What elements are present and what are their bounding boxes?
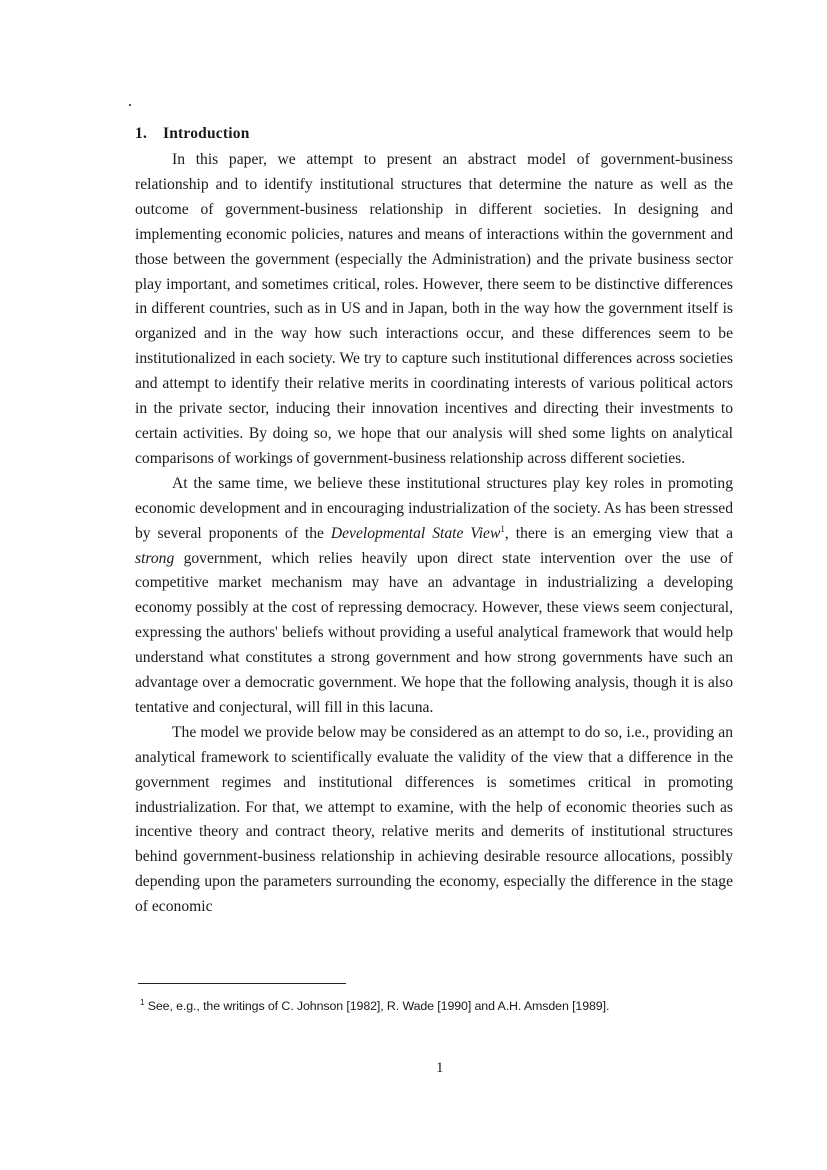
section-heading bbox=[135, 125, 250, 143]
paragraph-2-part-c: government, which relies heavily upon direct state intervention over the use of competitive market mechanism may have an advantage in industrializing a developing economy possibly at the cost of repressing democracy. However, these views seem conjectural, expressing the authors' beliefs without providing a useful analytical framework that would help understand what constitutes a strong government and how strong governments have such an advantage over a democratic government. We hope that the following analysis, though it is also tentative and conjectural, will fill in this lacuna. bbox=[135, 549, 733, 716]
paragraph-1: In this paper, we attempt to present an abstract model of government-business relationship and to identify institutional structures that determine the nature as well as the outcome of government-business relationship in different societies. In designing and implementing economic policies, natures and means of interactions within the government and those between the government (especially the Administration) and the private business sector play important, and sometimes critical, roles. However, there seem to be distinctive differences in different countries, such as in US and in Japan, both in the way how the government itself is organized and in the way how such interactions occur, and these differences seem to be institutionalized in each society. We try to capture such institutional differences across societies and attempt to identify their relative merits in coordinating interests of various political actors in the private sector, inducing their innovation incentives and directing their investments to certain activities. By doing so, we hope that our analysis will shed some lights on analytical comparisons of workings of government-business relationship across different societies. bbox=[135, 151, 733, 467]
footnote-mark: 1 bbox=[140, 997, 145, 1007]
scan-speck bbox=[129, 104, 131, 106]
footnote-reference: 1 bbox=[500, 523, 505, 534]
paragraph-2 bbox=[135, 472, 733, 721]
paragraph-2-part-a: At the same time, we believe these institutional structures play key roles in promoting economic development and in encouraging industrialization of the society. As has been stressed by several proponents of the bbox=[135, 474, 733, 542]
section-title: Introduction bbox=[163, 125, 250, 142]
strong-term: strong bbox=[135, 549, 175, 567]
developmental-state-view-term: Developmental State View bbox=[330, 524, 501, 542]
footnote bbox=[140, 999, 609, 1013]
footnote-divider bbox=[138, 983, 346, 984]
paragraph-3: The model we provide below may be considered as an attempt to do so, i.e., providing an analytical framework to scientifically evaluate the validity of the view that a difference in the government regimes and institutional differences is sometimes critical in promoting industrialization. For that, we attempt to examine, with the help of economic theories such as incentive theory and contract theory, relative merits and demerits of institutional structures behind government-business relationship in achieving desirable resource allocations, possibly depending upon the parameters surrounding the economy, especially the difference in the stage of economic bbox=[135, 723, 733, 916]
paragraph-2-part-b: , there is an emerging view that a bbox=[504, 524, 733, 542]
section-number: 1. bbox=[135, 125, 148, 142]
page-number: 1 bbox=[436, 1060, 444, 1076]
footnote-text: See, e.g., the writings of C. Johnson [1982], R. Wade [1990] and A.H. Amsden [1989]. bbox=[144, 999, 610, 1013]
body-text bbox=[135, 148, 733, 920]
